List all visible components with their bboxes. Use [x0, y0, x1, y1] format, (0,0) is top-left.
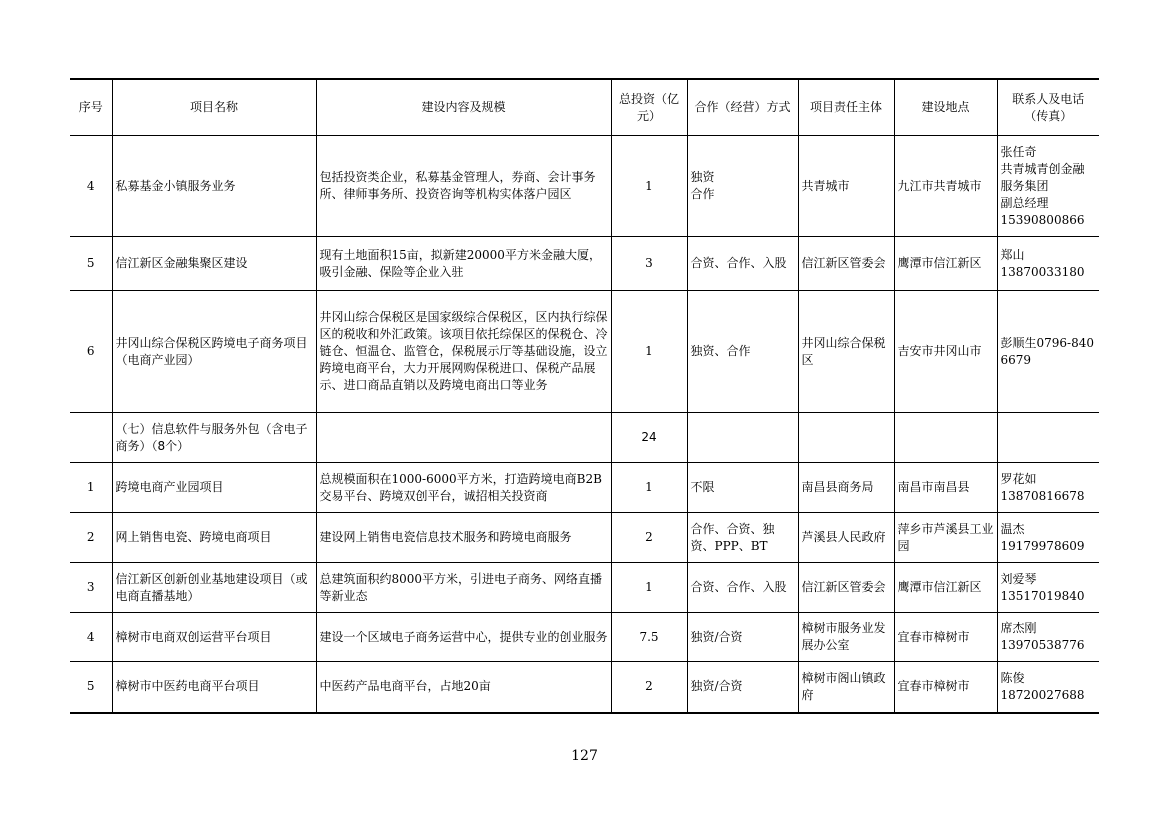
table-row	[70, 613, 1099, 662]
cell-owner: 樟树市服务业发展办公室	[798, 613, 894, 662]
cell-owner: 信江新区管委会	[798, 563, 894, 613]
cell-location	[894, 413, 997, 463]
cell-owner: 南昌县商务局	[798, 463, 894, 513]
cell-location: 鹰潭市信江新区	[894, 563, 997, 613]
cell-invest: 1	[611, 463, 687, 513]
cell-location: 九江市共青城市	[894, 136, 997, 237]
page-number: 127	[571, 748, 598, 764]
cell-location: 鹰潭市信江新区	[894, 237, 997, 291]
cell-coop: 独资、合作	[687, 291, 798, 413]
cell-no	[70, 413, 112, 463]
cell-location: 吉安市井冈山市	[894, 291, 997, 413]
cell-coop	[687, 413, 798, 463]
cell-no: 4	[70, 136, 112, 237]
cell-no: 2	[70, 513, 112, 563]
cell-name: 信江新区创新创业基地建设项目（或电商直播基地）	[112, 563, 316, 613]
cell-name: 樟树市中医药电商平台项目	[112, 662, 316, 713]
cell-contact: 温杰 19179978609	[997, 513, 1099, 563]
cell-content	[316, 413, 611, 463]
table-row	[70, 291, 1099, 413]
cell-content: 包括投资类企业，私募基金管理人，券商、会计事务所、律师事务所、投资咨询等机构实体落户园区	[316, 136, 611, 237]
cell-invest: 3	[611, 237, 687, 291]
cell-coop: 合作、合资、独资、PPP、BT	[687, 513, 798, 563]
cell-owner: 井冈山综合保税区	[798, 291, 894, 413]
cell-coop: 合资、合作、入股	[687, 563, 798, 613]
cell-owner: 共青城市	[798, 136, 894, 237]
cell-invest: 2	[611, 513, 687, 563]
cell-no: 1	[70, 463, 112, 513]
table-row	[70, 563, 1099, 613]
cell-name: 私募基金小镇服务业务	[112, 136, 316, 237]
cell-contact: 郑山 13870033180	[997, 237, 1099, 291]
cell-no: 5	[70, 237, 112, 291]
cell-no: 6	[70, 291, 112, 413]
header-name: 项目名称	[112, 79, 316, 136]
cell-owner: 芦溪县人民政府	[798, 513, 894, 563]
cell-no: 5	[70, 662, 112, 713]
header-invest: 总投资（亿元）	[611, 79, 687, 136]
header-contact: 联系人及电话（传真）	[997, 79, 1099, 136]
cell-contact: 陈俊 18720027688	[997, 662, 1099, 713]
cell-location: 南昌市南昌县	[894, 463, 997, 513]
header-content: 建设内容及规模	[316, 79, 611, 136]
cell-coop: 不限	[687, 463, 798, 513]
section-invest: 24	[611, 413, 687, 463]
cell-no: 3	[70, 563, 112, 613]
project-table	[70, 78, 1099, 714]
cell-content: 建设网上销售电瓷信息技术服务和跨境电商服务	[316, 513, 611, 563]
table-row	[70, 237, 1099, 291]
cell-no: 4	[70, 613, 112, 662]
section-row	[70, 413, 1099, 463]
cell-contact	[997, 413, 1099, 463]
cell-contact: 席杰刚 13970538776	[997, 613, 1099, 662]
cell-content: 现有土地面积15亩，拟新建20000平方米金融大厦，吸引金融、保险等企业入驻	[316, 237, 611, 291]
cell-invest: 7.5	[611, 613, 687, 662]
cell-invest: 2	[611, 662, 687, 713]
cell-contact: 刘爱琴 13517019840	[997, 563, 1099, 613]
cell-name: 跨境电商产业园项目	[112, 463, 316, 513]
header-location: 建设地点	[894, 79, 997, 136]
cell-coop: 独资/合资	[687, 613, 798, 662]
cell-content: 中医药产品电商平台，占地20亩	[316, 662, 611, 713]
cell-name: 井冈山综合保税区跨境电子商务项目（电商产业园）	[112, 291, 316, 413]
cell-invest: 1	[611, 563, 687, 613]
cell-coop: 独资/合资	[687, 662, 798, 713]
cell-invest: 1	[611, 291, 687, 413]
cell-location: 宜春市樟树市	[894, 613, 997, 662]
header-no: 序号	[70, 79, 112, 136]
table-row	[70, 463, 1099, 513]
table-row	[70, 662, 1099, 713]
cell-location: 萍乡市芦溪县工业园	[894, 513, 997, 563]
cell-contact: 罗花如 13870816678	[997, 463, 1099, 513]
cell-location: 宜春市樟树市	[894, 662, 997, 713]
cell-name: 樟树市电商双创运营平台项目	[112, 613, 316, 662]
cell-content: 建设一个区域电子商务运营中心，提供专业的创业服务	[316, 613, 611, 662]
cell-contact: 彭顺生0796-8406679	[997, 291, 1099, 413]
cell-coop: 独资 合作	[687, 136, 798, 237]
cell-coop: 合资、合作、入股	[687, 237, 798, 291]
cell-content: 总规模面积在1000-6000平方米，打造跨境电商B2B交易平台、跨境双创平台，诚招相关投资商	[316, 463, 611, 513]
cell-invest: 1	[611, 136, 687, 237]
cell-content: 总建筑面积约8000平方米，引进电子商务、网络直播等新业态	[316, 563, 611, 613]
header-coop: 合作（经营）方式	[687, 79, 798, 136]
cell-content: 井冈山综合保税区是国家级综合保税区，区内执行综保区的税收和外汇政策。该项目依托综保区的保税仓、冷链仓、恒温仓、监管仓，保税展示厅等基础设施，设立跨境电商平台，大力开展网购保税进口、保税产品展示、进口商品直销以及跨境电商出口等业务	[316, 291, 611, 413]
cell-name: 信江新区金融集聚区建设	[112, 237, 316, 291]
section-title: （七）信息软件与服务外包（含电子商务）（8个）	[112, 413, 316, 463]
header-row	[70, 79, 1099, 136]
table-row	[70, 136, 1099, 237]
table-row	[70, 513, 1099, 563]
header-owner: 项目责任主体	[798, 79, 894, 136]
cell-owner: 樟树市阁山镇政府	[798, 662, 894, 713]
cell-owner: 信江新区管委会	[798, 237, 894, 291]
cell-contact: 张任奇 共青城青创金融服务集团 副总经理 15390800866	[997, 136, 1099, 237]
cell-owner	[798, 413, 894, 463]
cell-name: 网上销售电瓷、跨境电商项目	[112, 513, 316, 563]
